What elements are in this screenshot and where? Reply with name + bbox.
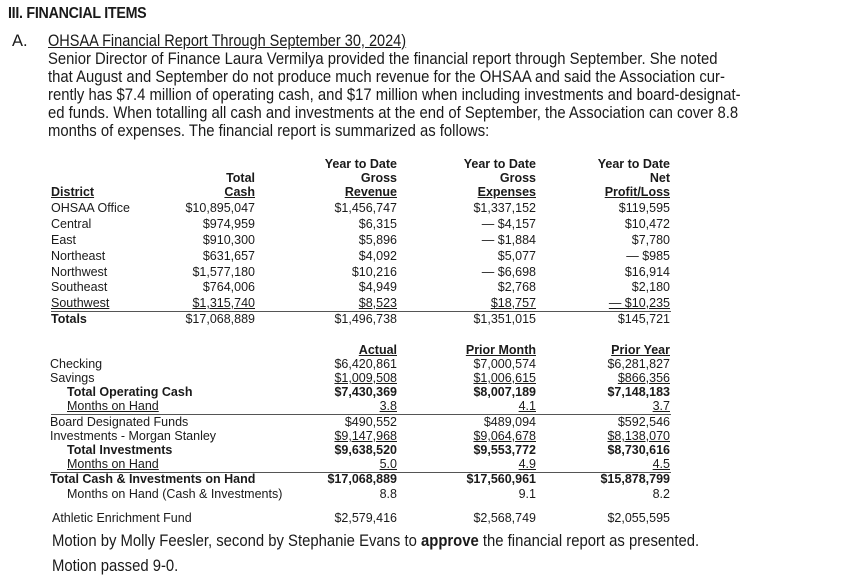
prior-year-value: $8,138,070	[607, 429, 670, 443]
expenses-total: $1,351,015	[473, 312, 536, 326]
expenses-value: $2,768	[497, 280, 536, 294]
expenses-value: — $1,884	[481, 233, 536, 247]
net-value: $2,180	[631, 280, 670, 294]
district-name: Central	[51, 217, 92, 231]
revenue-value: $6,315	[358, 217, 397, 231]
revenue-value: $4,092	[358, 249, 397, 263]
prior-year-value: $866,356	[617, 371, 670, 385]
prior-year-value: $2,055,595	[607, 511, 670, 525]
actual-value: $7,430,369	[334, 385, 397, 399]
actual-value: $490,552	[344, 415, 397, 429]
header-revenue-line2: Gross	[360, 171, 397, 185]
net-value: — $985	[626, 249, 670, 263]
header-revenue-line3: Revenue	[344, 185, 397, 199]
row-label: Total Cash & Investments on Hand	[50, 472, 256, 486]
prior-year-value: $7,148,183	[607, 385, 670, 399]
header-cash-line2: Cash	[224, 185, 255, 199]
district-name: Northeast	[51, 249, 106, 263]
net-value: $119,595	[618, 201, 670, 215]
prior-year-value: 3.7	[652, 399, 670, 413]
prior-month-value: $9,553,772	[473, 443, 536, 457]
header-net-line3: Profit/Loss	[604, 185, 670, 199]
paragraph-line: months of expenses. The financial report is summarized as follows:	[48, 122, 490, 140]
actual-value: $9,147,968	[334, 429, 397, 443]
header-actual: Actual	[358, 343, 397, 357]
cash-value: $974,959	[202, 217, 255, 231]
expenses-value: $1,337,152	[473, 201, 536, 215]
item-letter: A.	[12, 32, 28, 50]
row-label: Months on Hand (Cash & Investments)	[67, 487, 283, 501]
motion-statement	[52, 532, 699, 551]
motion-result: Motion passed 9-0.	[52, 557, 179, 575]
header-net-line1: Year to Date	[597, 157, 670, 171]
net-value: — $10,235	[608, 296, 670, 310]
prior-year-value: 8.2	[652, 487, 670, 501]
expenses-value: — $6,698	[481, 265, 536, 279]
paragraph-line: ed funds. When totalling all cash and investments at the end of September, the Association can cover 8.8	[48, 104, 739, 122]
actual-value: $1,009,508	[334, 371, 397, 385]
prior-year-value: $6,281,827	[607, 357, 670, 371]
net-value: $10,472	[624, 217, 670, 231]
header-expenses-line3: Expenses	[477, 185, 536, 199]
prior-month-value: 4.9	[518, 457, 536, 471]
row-label: Months on Hand	[67, 399, 159, 413]
net-total: $145,721	[617, 312, 670, 326]
expenses-value: $18,757	[490, 296, 536, 310]
prior-month-value: $489,094	[483, 415, 536, 429]
cash-value: $1,315,740	[192, 296, 255, 310]
prior-month-value: 4.1	[518, 399, 536, 413]
revenue-value: $8,523	[358, 296, 397, 310]
row-label: Months on Hand	[67, 457, 159, 471]
actual-value: $2,579,416	[334, 511, 397, 525]
prior-month-value: $1,006,615	[473, 371, 536, 385]
row-label: Board Designated Funds	[50, 415, 189, 429]
header-prior-year: Prior Year	[611, 343, 670, 357]
cash-value: $1,577,180	[192, 265, 255, 279]
district-name: East	[51, 233, 77, 247]
prior-year-value: $8,730,616	[607, 443, 670, 457]
prior-month-value: $9,064,678	[473, 429, 536, 443]
motion-action: approve	[420, 532, 479, 550]
row-label: Total Operating Cash	[67, 385, 193, 399]
header-net-line2: Net	[649, 171, 670, 185]
item-title: OHSAA Financial Report Through September 30, 2024)	[48, 32, 407, 50]
cash-value: $10,895,047	[185, 201, 255, 215]
actual-value: 5.0	[379, 457, 397, 471]
revenue-value: $1,456,747	[334, 201, 397, 215]
section-heading: III. FINANCIAL ITEMS	[8, 5, 147, 22]
row-label: Athletic Enrichment Fund	[52, 511, 192, 525]
header-prior-month: Prior Month	[465, 343, 536, 357]
prior-year-value: $15,878,799	[600, 472, 670, 486]
actual-value: $9,638,520	[334, 443, 397, 457]
motion-text-after: the financial report as presented.	[478, 532, 700, 550]
motion-text-before: Motion by Molly Feesler, second by Stephanie Evans to	[52, 532, 421, 550]
expenses-value: $5,077	[497, 249, 536, 263]
actual-value: 8.8	[379, 487, 397, 501]
prior-month-value: $8,007,189	[473, 385, 536, 399]
prior-month-value: $17,560,961	[466, 472, 536, 486]
totals-label: Totals	[51, 312, 87, 326]
paragraph-line: that August and September do not produce much revenue for the OHSAA and said the Association cur-	[48, 68, 725, 86]
cash-value: $631,657	[202, 249, 255, 263]
header-expenses-line1: Year to Date	[463, 157, 536, 171]
actual-value: 3.8	[379, 399, 397, 413]
header-district: District	[51, 185, 95, 199]
revenue-value: $4,949	[358, 280, 397, 294]
district-name: Southeast	[51, 280, 108, 294]
district-name: Northwest	[51, 265, 108, 279]
cash-value: $764,006	[202, 280, 255, 294]
row-label: Checking	[50, 357, 103, 371]
district-name: OHSAA Office	[51, 201, 130, 215]
prior-month-value: 9.1	[518, 487, 536, 501]
net-value: $16,914	[624, 265, 670, 279]
cash-value: $910,300	[202, 233, 255, 247]
paragraph-line: Senior Director of Finance Laura Vermilya provided the financial report through September. She noted	[48, 50, 718, 68]
header-cash-line1: Total	[226, 171, 255, 185]
prior-year-value: $592,546	[617, 415, 670, 429]
expenses-value: — $4,157	[481, 217, 536, 231]
prior-year-value: 4.5	[652, 457, 670, 471]
prior-month-value: $2,568,749	[473, 511, 536, 525]
paragraph-line: rently has $7.4 million of operating cash, and $17 million when including investments and board-designat-	[48, 86, 741, 104]
actual-value: $6,420,861	[334, 357, 397, 371]
revenue-total: $1,496,738	[334, 312, 397, 326]
row-label: Total Investments	[67, 443, 173, 457]
row-label: Savings	[50, 371, 95, 385]
cash-total: $17,068,889	[185, 312, 255, 326]
net-value: $7,780	[631, 233, 670, 247]
row-label: Investments - Morgan Stanley	[50, 429, 217, 443]
header-revenue-line1: Year to Date	[324, 157, 397, 171]
revenue-value: $10,216	[351, 265, 397, 279]
prior-month-value: $7,000,574	[473, 357, 536, 371]
revenue-value: $5,896	[358, 233, 397, 247]
header-expenses-line2: Gross	[499, 171, 536, 185]
actual-value: $17,068,889	[327, 472, 397, 486]
district-name: Southwest	[51, 296, 110, 310]
